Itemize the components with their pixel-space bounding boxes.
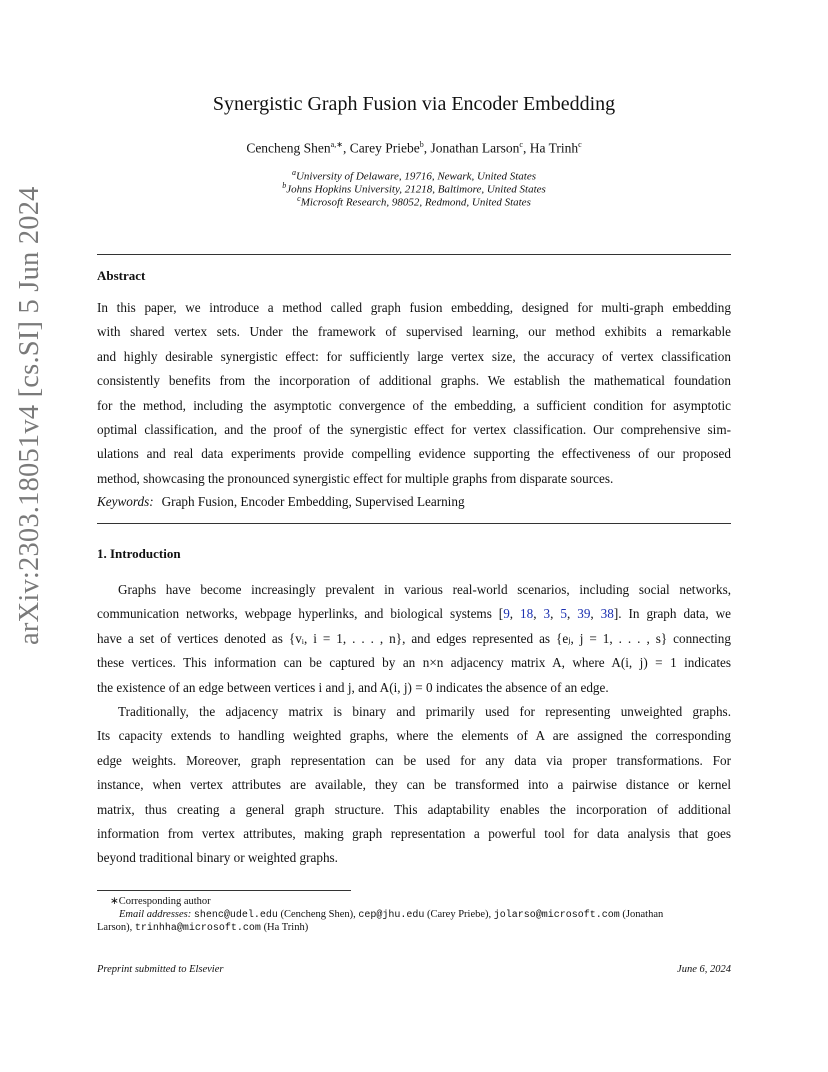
paragraph-line: Its capacity extends to handling weighted graphs, where the elements of A are assigned the corresponding: [97, 728, 731, 744]
abstract-line: and highly desirable synergistic effect: for sufficiently large vertex size, the accuracy of vertex classification: [97, 348, 731, 364]
author-name: Carey Priebe: [349, 140, 420, 156]
email-owner: Larson),: [97, 922, 133, 933]
paragraph-line: instance, when vertex attributes are available, they can be transformed into a pairwise distance or kernel: [97, 777, 731, 793]
affiliation-mark: c: [297, 194, 301, 203]
keywords: [97, 494, 465, 510]
footnote-emails-continued: [97, 921, 731, 936]
footnote-rule: [97, 890, 351, 891]
footer-date: June 6, 2024: [677, 964, 731, 975]
citation-link[interactable]: 5: [560, 606, 567, 622]
author-mark: a,∗: [330, 140, 343, 149]
email-owner: (Jonathan: [622, 909, 664, 920]
paragraph-line: information from vertex attributes, making graph representation a powerful tool for data analysis that goes: [97, 826, 731, 842]
abstract-line: In this paper, we introduce a method called graph fusion embedding, designed for multi-graph embedding: [97, 300, 731, 315]
citation-link[interactable]: 18: [520, 606, 534, 622]
author-mark: b: [419, 140, 424, 149]
intro-paragraph-2: [97, 700, 731, 871]
author-name: Ha Trinh: [529, 140, 579, 156]
paragraph-line: the existence of an edge between vertices i and j, and A(i, j) = 0 indicates the absence of an edge.: [97, 679, 609, 695]
footer-preprint-note: Preprint submitted to Elsevier: [97, 964, 224, 975]
abstract-line: ulations and real data experiments provide compelling evidence supporting the effectiveness of our proposed: [97, 446, 731, 462]
keywords-list: Graph Fusion, Encoder Embedding, Supervised Learning: [161, 494, 465, 509]
affiliation: [0, 194, 828, 209]
paper-title: Synergistic Graph Fusion via Encoder Embedding: [212, 93, 616, 115]
abstract-line: method, showcasing the pronounced synergistic effect for multiple graphs from disparate sources.: [97, 470, 614, 486]
email-owner: (Ha Trinh): [263, 922, 309, 933]
paragraph-line: beyond traditional binary or weighted graphs.: [97, 850, 338, 866]
citation-link[interactable]: 38: [600, 606, 614, 622]
citation-link[interactable]: 39: [577, 606, 591, 622]
email-owner: (Cencheng Shen),: [280, 909, 356, 920]
abstract-line: with shared vertex sets. Under the framework of supervised learning, our method exhibits a remarkable: [97, 324, 731, 340]
author-mark: c: [578, 140, 582, 149]
section-heading-introduction: 1. Introduction: [97, 546, 181, 561]
affiliation-text: Microsoft Research, 98052, Redmond, United States: [300, 196, 531, 209]
abstract-line: for the method, including the asymptotic convergence of the embedding, a sufficient condition for asymptotic: [97, 397, 731, 413]
abstract-line: optimal classification, and the proof of the synergistic effect for vertex classification. Our comprehensive sim-: [97, 422, 731, 438]
arxiv-identifier: arXiv:2303.18051v4 [cs.SI] 5 Jun 2024: [14, 186, 45, 645]
author-mark: c: [519, 140, 523, 149]
abstract-bottom-rule: [97, 523, 731, 524]
email-label: Email addresses:: [119, 909, 192, 920]
paragraph-line: Traditionally, the adjacency matrix is binary and primarily used for representing unweighted graphs.: [118, 704, 731, 719]
paragraph-line: matrix, thus creating a general graph structure. This adaptability enables the incorporation of additional: [97, 801, 731, 817]
author-name: Jonathan Larson: [430, 140, 520, 156]
paragraph-line: these vertices. This information can be captured by an n×n adjacency matrix A, where A(i, j) = 1 indicates: [97, 655, 731, 671]
abstract-heading: Abstract: [97, 268, 146, 283]
abstract-top-rule: [97, 254, 731, 255]
author-name: Cencheng Shen: [246, 140, 331, 156]
affiliation-mark: a: [291, 168, 296, 177]
citation-link[interactable]: 9: [503, 606, 510, 622]
email-owner: (Carey Priebe),: [427, 909, 492, 920]
email-link[interactable]: shenc@udel.edu: [193, 910, 278, 921]
paragraph-line: Graphs have become increasingly prevalent in various real-world scenarios, including social networks,: [118, 582, 731, 597]
paragraph-line: communication networks, webpage hyperlinks, and biological systems [9, 18, 3, 5, 39, 38]. In graph data, we: [97, 606, 732, 622]
text-fragment: ]. In graph data, we: [613, 606, 732, 622]
email-link[interactable]: jolarso@microsoft.com: [493, 910, 620, 921]
paragraph-line: have a set of vertices denoted as {vᵢ, i = 1, . . . , n}, and edges represented as {eⱼ, j = 1, . . . , s} connecting: [97, 630, 731, 646]
footnote-corresponding: ∗Corresponding author: [110, 896, 211, 907]
email-link[interactable]: cep@jhu.edu: [358, 910, 425, 921]
email-link[interactable]: trinhha@microsoft.com: [134, 923, 261, 934]
affiliation-mark: b: [282, 181, 287, 190]
abstract-line: consistently benefits from the incorporation of additional graphs. We establish the mathematical foundation: [97, 373, 731, 389]
text-fragment: communication networks, webpage hyperlinks, and biological systems [: [97, 606, 504, 622]
author-list: Cencheng Shen$^{a,∗}$, Carey Priebe$^b$, Jonathan Larson$^c$, Ha Trinh$^c$: [246, 140, 582, 156]
affiliation-text: Johns Hopkins University, 21218, Baltimore, United States: [286, 183, 546, 196]
citation-link[interactable]: 3: [543, 606, 551, 622]
paragraph-line: edge weights. Moreover, graph representation can be used for any data via proper transformations. For: [97, 752, 731, 768]
affiliation-text: University of Delaware, 19716, Newark, United States: [295, 170, 537, 183]
intro-paragraph-1: [97, 578, 731, 700]
abstract-text: [97, 296, 731, 491]
keywords-label: Keywords:: [97, 494, 154, 509]
